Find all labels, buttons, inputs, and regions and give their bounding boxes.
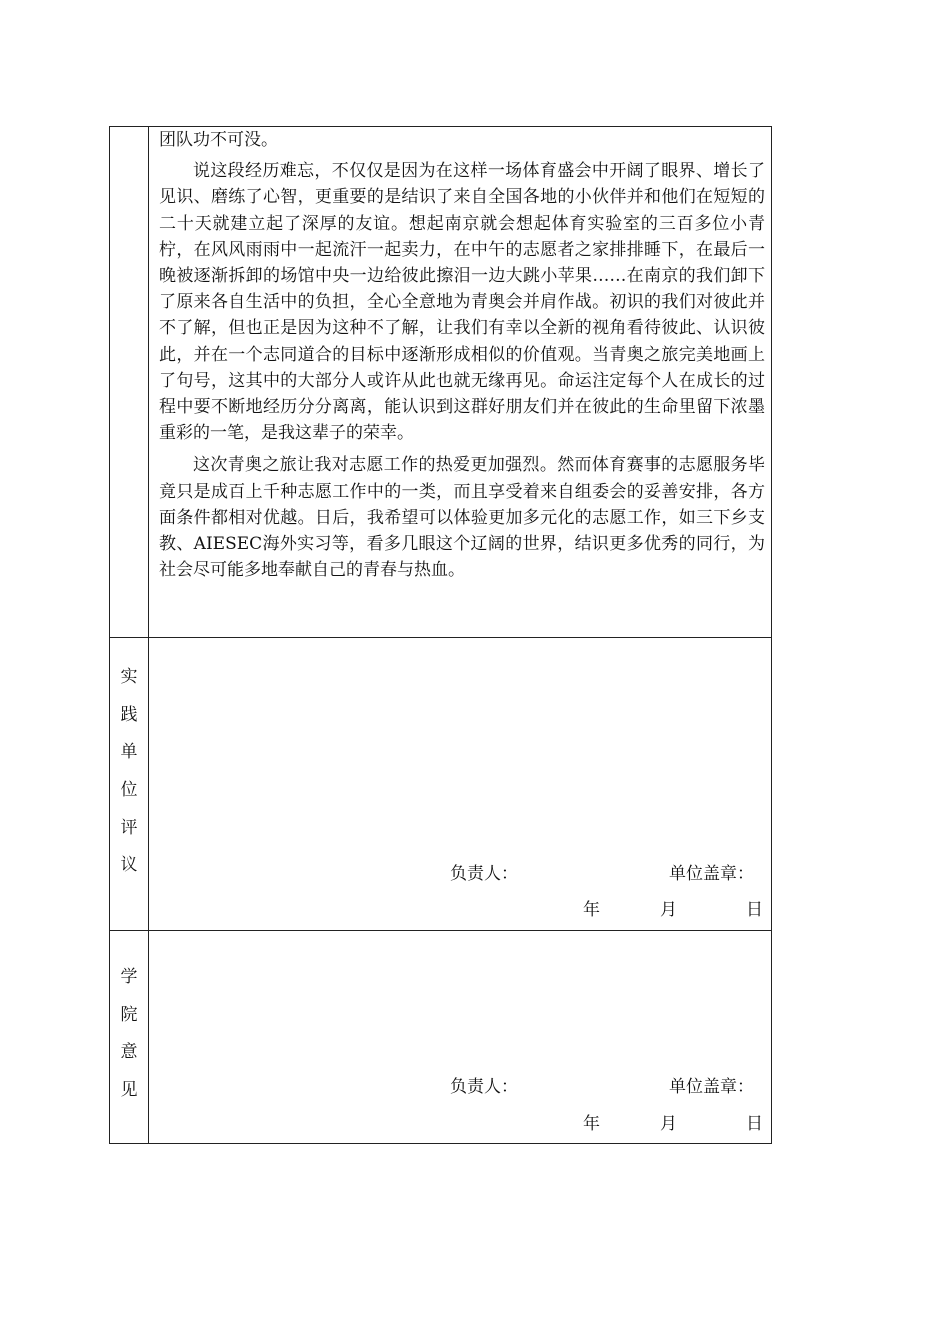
college-month: 月 — [660, 1114, 677, 1134]
reflection-paragraph: 说这段经历难忘，不仅仅是因为在这样一场体育盛会中开阔了眼界、增长了见识、磨练了心智，更重要的是结识了来自全国各地的小伙伴并和他们在短短的二十天就建立起了深厚的友谊。想起南京就会想起体育实验室的三百多位小青柠，在风风雨雨中一起流汗一起卖力，在中午的志愿者之家排排睡下，在最后一晚被逐渐拆卸的场馆中央一边给彼此擦泪一边大跳小苹果……在南京的我们卸下了原来各自生活中的负担，全心全意地为青奥会并肩作战。初识的我们对彼此并不了解，但也正是因为这种不了解，让我们有幸以全新的视角看待彼此、认识彼此，并在一个志同道合的目标中逐渐形成相似的价值观。当青奥之旅完美地画上了句号，这其中的大部分人或许从此也就无缘再见。命运注定每个人在成长的过程中要不断地经历分分离离，能认识到这群好朋友们并在彼此的生命里留下浓墨重彩的一笔，是我这辈子的荣幸。 — [159, 161, 765, 444]
college-opinion-label: 学 院 意 见 — [120, 967, 138, 1101]
practice-unit-day: 日 — [746, 900, 763, 920]
row-divider-1 — [110, 637, 771, 638]
college-person-in-charge: 负责人： — [450, 1077, 518, 1097]
practice-unit-year: 年 — [583, 900, 600, 920]
evaluation-table — [109, 126, 772, 1144]
practice-unit-month: 月 — [660, 900, 677, 920]
practice-unit-label: 实 践 单 位 评 议 — [120, 667, 138, 876]
reflection-paragraph: 这次青奥之旅让我对志愿工作的热爱更加强烈。然而体育赛事的志愿服务毕竟只是成百上千种志愿工作中的一类，而且享受着来自组委会的妥善安排，各方面条件都相对优越。日后，我希望可以体验更加多元化的志愿工作，如三下乡支教、AIESEC海外实习等，看多几眼这个辽阔的世界，结识更多优秀的同行，为社会尽可能多地奉献自己的青春与热血。 — [159, 455, 765, 581]
practice-unit-person-in-charge: 负责人： — [450, 864, 518, 884]
row-divider-2 — [110, 930, 771, 931]
college-year: 年 — [583, 1114, 600, 1134]
college-day: 日 — [746, 1114, 763, 1134]
practice-unit-seal: 单位盖章： — [669, 864, 754, 884]
reflection-continuation: 团队功不可没。 — [159, 130, 278, 150]
label-column-divider — [148, 127, 149, 1143]
college-seal: 单位盖章： — [669, 1077, 754, 1097]
reflection-cell — [159, 127, 765, 589]
